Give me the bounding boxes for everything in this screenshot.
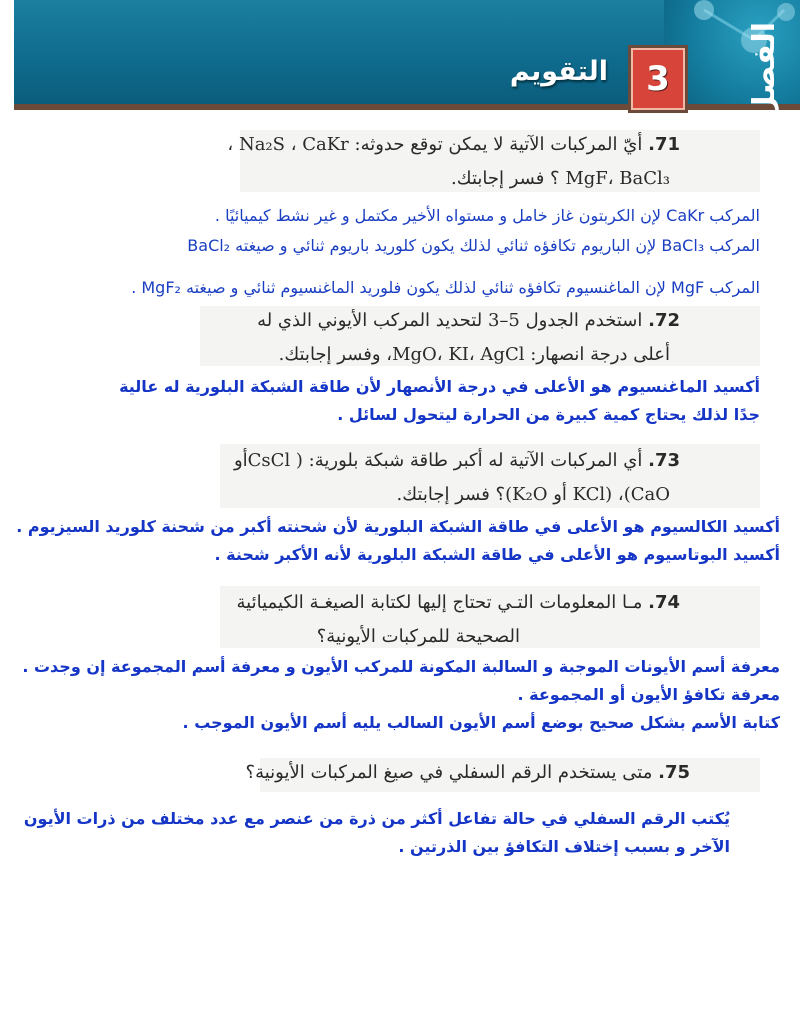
question-number: 73. [648, 450, 680, 471]
answer-74-line-1: معرفة أسم الأيونات الموجبة و السالبة المكونة للمركب الأيون و معرفة أسم المجموعة إن وجدت . [22, 657, 780, 676]
question-73 [60, 444, 680, 512]
answer-75-line-1: يُكتب الرقم السفلي في حالة تفاعل أكثر من ذرة من عنصر مع عدد مختلف من ذرات الأيون [23, 809, 730, 828]
question-74 [60, 586, 680, 654]
question-number: 75. [658, 762, 690, 783]
question-text: متى يستخدم الرقم السفلي في صيغ المركبات الأيونية؟ [245, 762, 653, 783]
question-71 [40, 128, 680, 196]
answer-74-line-2: معرفة تكافؤ الأيون أو المجموعة . [517, 685, 780, 704]
answer-74-line-3: كتابة الأسم بشكل صحيح بوضع أسم الأيون السالب يليه أسم الأيون الموجب . [182, 713, 780, 732]
answer-72-line-2: جدًا لذلك يحتاج كمية كبيرة من الحرارة ليتحول لسائل . [337, 405, 760, 424]
page-title: التقويم [509, 56, 608, 87]
question-75 [70, 756, 690, 790]
chapter-number: 3 [646, 59, 670, 99]
chapter-number-badge [631, 48, 685, 110]
question-text: مـا المعلومات التـي تحتاج إليها لكتابة الصيغـة الكيميائية [236, 592, 643, 613]
question-text: الصحيحة للمركبات الأيونية؟ [316, 626, 520, 647]
answer-73-line-2: أكسيد البوتاسيوم هو الأعلى في طاقة الشبكة البلورية لأنه الأكبر شحنة . [214, 545, 780, 564]
chapter-label: الفصل [747, 22, 782, 122]
question-text: استخدم الجدول 5–3 لتحديد المركب الأيوني الذي له [257, 310, 643, 331]
answer-73-line-1: أكسيد الكالسيوم هو الأعلى في طاقة الشبكة البلورية لأن شحنته أكبر من شحنة كلوريد السيزيوم . [16, 517, 780, 536]
question-text: أي المركبات الآتية له أكبر طاقة شبكة بلورية: ( CsClأو [233, 450, 643, 471]
question-text: أيّ المركبات الآتية لا يمكن توقع حدوثه: Na₂S ، CaKr ، [227, 134, 643, 155]
question-text: أعلى درجة انصهار: MgO، KI، AgCl، وفسر إجابتك. [278, 344, 670, 365]
question-text: MgF، BaCl₃ ؟ فسر إجابتك. [451, 168, 670, 189]
answer-75-line-2: الآخر و بسبب إختلاف التكافؤ بين الذرتين . [398, 837, 730, 856]
answer-71-line-1: المركب CaKr لإن الكربتون غاز خامل و مستواه الأخير مكتمل و غير نشط كيميائيًا . [214, 206, 760, 225]
question-72 [60, 304, 680, 372]
question-number: 72. [648, 310, 680, 331]
question-text: CaO)، (KCl أو K₂O)؟ فسر إجابتك. [396, 484, 670, 505]
question-number: 74. [648, 592, 680, 613]
question-number: 71. [648, 134, 680, 155]
answer-71-line-3: المركب MgF لإن الماغنسيوم تكافؤه ثنائي لذلك يكون فلوريد الماغنسيوم ثنائي و صيغته MgF₂ . [131, 278, 760, 297]
answer-71-line-2: المركب BaCl₃ لإن الباريوم تكافؤه ثنائي لذلك يكون كلوريد باريوم ثنائي و صيغته BaCl₂ [187, 236, 760, 255]
answer-72-line-1: أكسيد الماغنسيوم هو الأعلى في درجة الأنصهار لأن طاقة الشبكة البلورية له عالية [119, 377, 760, 396]
